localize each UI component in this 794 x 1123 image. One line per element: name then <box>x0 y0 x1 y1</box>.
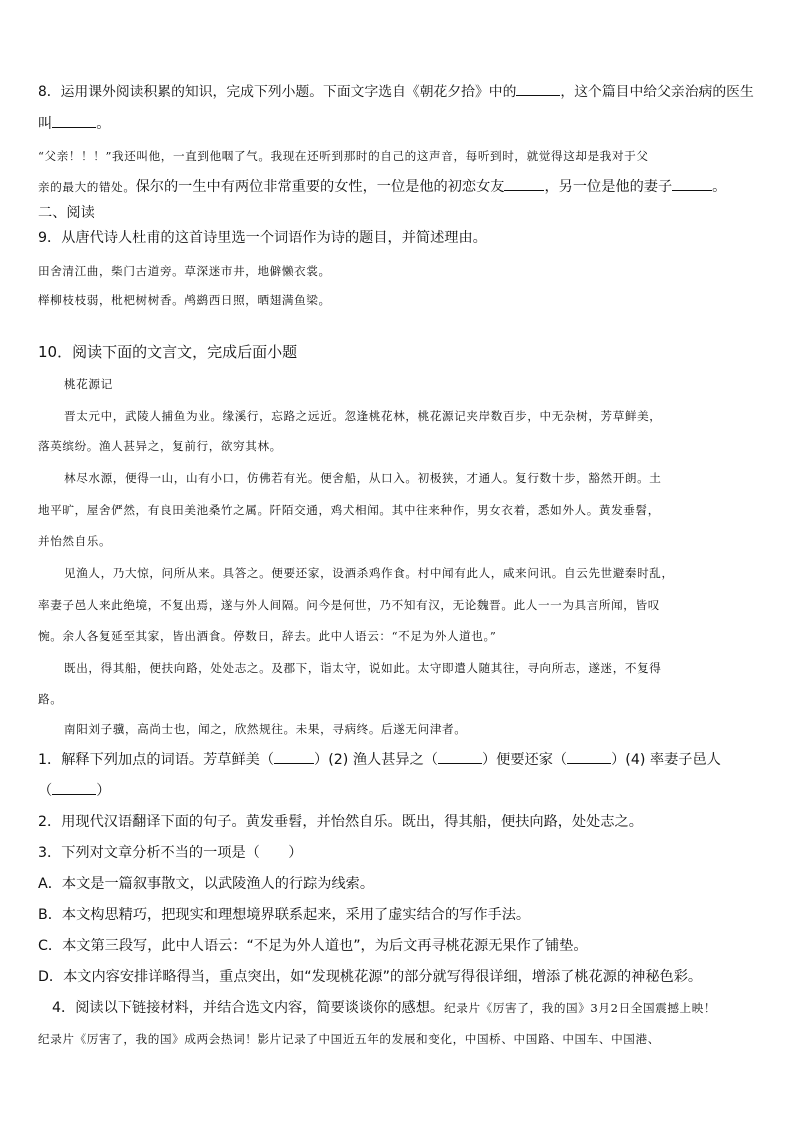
subq1-text: （ <box>38 783 53 799</box>
passage-line: 并怡然自乐。 <box>38 534 112 548</box>
answer-blank <box>52 780 96 795</box>
passage-line: 落英缤纷。渔人甚异之，复前行，欲穷其林。 <box>38 439 282 453</box>
subq1-text: ） <box>96 783 111 799</box>
q10-prompt: 10．阅读下面的文言文，完成后面小题 <box>38 343 298 361</box>
q8-quote-text: 亲的最大的错处。 <box>38 180 136 194</box>
q8-text: 。 <box>96 116 111 132</box>
passage-title: 桃花源记 <box>64 377 113 391</box>
subq2: 2．用现代汉语翻译下面的句子。黄发垂髫，并怡然自乐。既出，得其船，便扶向路，处处志之。 <box>38 814 643 830</box>
passage-line: 晋太元中，武陵人捕鱼为业。缘溪行，忘路之远近。忽逢桃花林，桃花源记夹岸数百步，中无杂树，芳草鲜美， <box>64 409 662 423</box>
answer-blank <box>438 749 482 764</box>
option-d: D．本文内容安排详略得当，重点突出，如“发现桃花源”的部分就写得很详细，增添了桃花源的神秘色彩。 <box>38 969 703 985</box>
subq4-material: 纪录片《厉害了，我的国》3月2日全国震撼上映！ <box>444 1001 717 1015</box>
option-b: B．本文构思精巧，把现实和理想境界联系起来，采用了虚实结合的写作手法。 <box>38 907 531 923</box>
passage-line: 地平旷，屋舍俨然，有良田美池桑竹之属。阡陌交通，鸡犬相闻。其中往来种作，男女衣着，悉如外人。黄发垂髫， <box>38 503 660 517</box>
subq1-text: ）(4) 率妻子邑人 <box>611 752 721 768</box>
q8-text: ，这个篇目中给父亲治病的医生 <box>560 84 754 100</box>
answer-blank <box>516 81 560 96</box>
answer-blank <box>274 749 314 764</box>
passage-line: 见渔人，乃大惊，问所从来。具答之。便要还家，设酒杀鸡作食。村中闻有此人，咸来问讯。自云先世避秦时乱， <box>64 566 674 580</box>
passage-line: 路。 <box>38 692 63 706</box>
passage-line: 林尽水源，便得一山，山有小口，仿佛若有光。便舍船，从口入。初极狭，才通人。复行数十步，豁然开朗。土 <box>64 471 662 485</box>
answer-blank <box>504 176 544 191</box>
option-c: C．本文第三段写，此中人语云：“不足为外人道也”，为后文再寻桃花源无果作了铺垫。 <box>38 938 588 954</box>
poem-line: 榉柳枝枝弱，枇杷树树香。鸬鹚西日照，晒翅满鱼梁。 <box>38 293 331 307</box>
answer-blank <box>672 176 712 191</box>
subq1-text: 1．解释下列加点的词语。芳草鲜美（ <box>38 752 275 768</box>
subq3: 3．下列对文章分析不当的一项是（ ） <box>38 845 303 861</box>
passage-line: 惋。余人各复延至其家，皆出酒食。停数日，辞去。此中人语云：“不足为外人道也。” <box>38 629 497 643</box>
subq4-line2: 纪录片《厉害了，我的国》成两会热词！影片记录了中国近五年的发展和变化，中国桥、中国路、中国车、中国港、 <box>38 1032 660 1046</box>
subq1-text: ）(2) 渔人甚异之（ <box>314 752 438 768</box>
answer-blank <box>52 113 96 128</box>
passage-line: 既出，得其船，便扶向路，处处志之。及郡下，诣太守，说如此。太守即遣人随其往，寻向所志，遂迷，不复得 <box>64 661 662 675</box>
q8-text: ，另一位是他的妻子 <box>544 179 673 195</box>
q8-text: 保尔的一生中有两位非常重要的女性，一位是他的初恋女友 <box>135 179 505 195</box>
q9-prompt: 9．从唐代诗人杜甫的这首诗里选一个词语作为诗的题目，并简述理由。 <box>38 230 487 246</box>
option-a: A．本文是一篇叙事散文，以武陵渔人的行踪为线索。 <box>38 876 375 892</box>
subq1-line2 <box>38 780 110 801</box>
q8-line1 <box>38 81 754 102</box>
q8-quote-line1: “父亲！！！”我还叫他，一直到他咽了气。我现在还听到那时的自己的这声音，每听到时，就觉得这却是我对于父 <box>38 149 649 163</box>
passage-line: 南阳刘子骥，高尚士也，闻之，欣然规往。未果，寻病终。后遂无问津者。 <box>64 722 467 736</box>
section-heading: 二、阅读 <box>38 205 95 221</box>
q8-quote-line2 <box>38 176 726 197</box>
subq1-text: ）便要还家（ <box>481 752 568 768</box>
subq1-line1 <box>38 749 721 770</box>
subq4-line1 <box>52 998 716 1018</box>
subq4-text: 4．阅读以下链接材料，并结合选文内容，简要谈谈你的感想。 <box>52 1000 445 1016</box>
q8-text: 8．运用课外阅读积累的知识，完成下列小题。下面文字选自《朝花夕拾》中的 <box>38 84 517 100</box>
answer-blank <box>567 749 611 764</box>
q8-text: 叫 <box>38 116 53 132</box>
poem-line: 田舍清江曲，柴门古道旁。草深迷市井，地僻懒衣裳。 <box>38 264 331 278</box>
q8-text: 。 <box>712 179 727 195</box>
q8-line2 <box>38 113 110 134</box>
passage-line: 率妻子邑人来此绝境，不复出焉，遂与外人间隔。问今是何世，乃不知有汉，无论魏晋。此人一一为具言所闻，皆叹 <box>38 598 660 612</box>
